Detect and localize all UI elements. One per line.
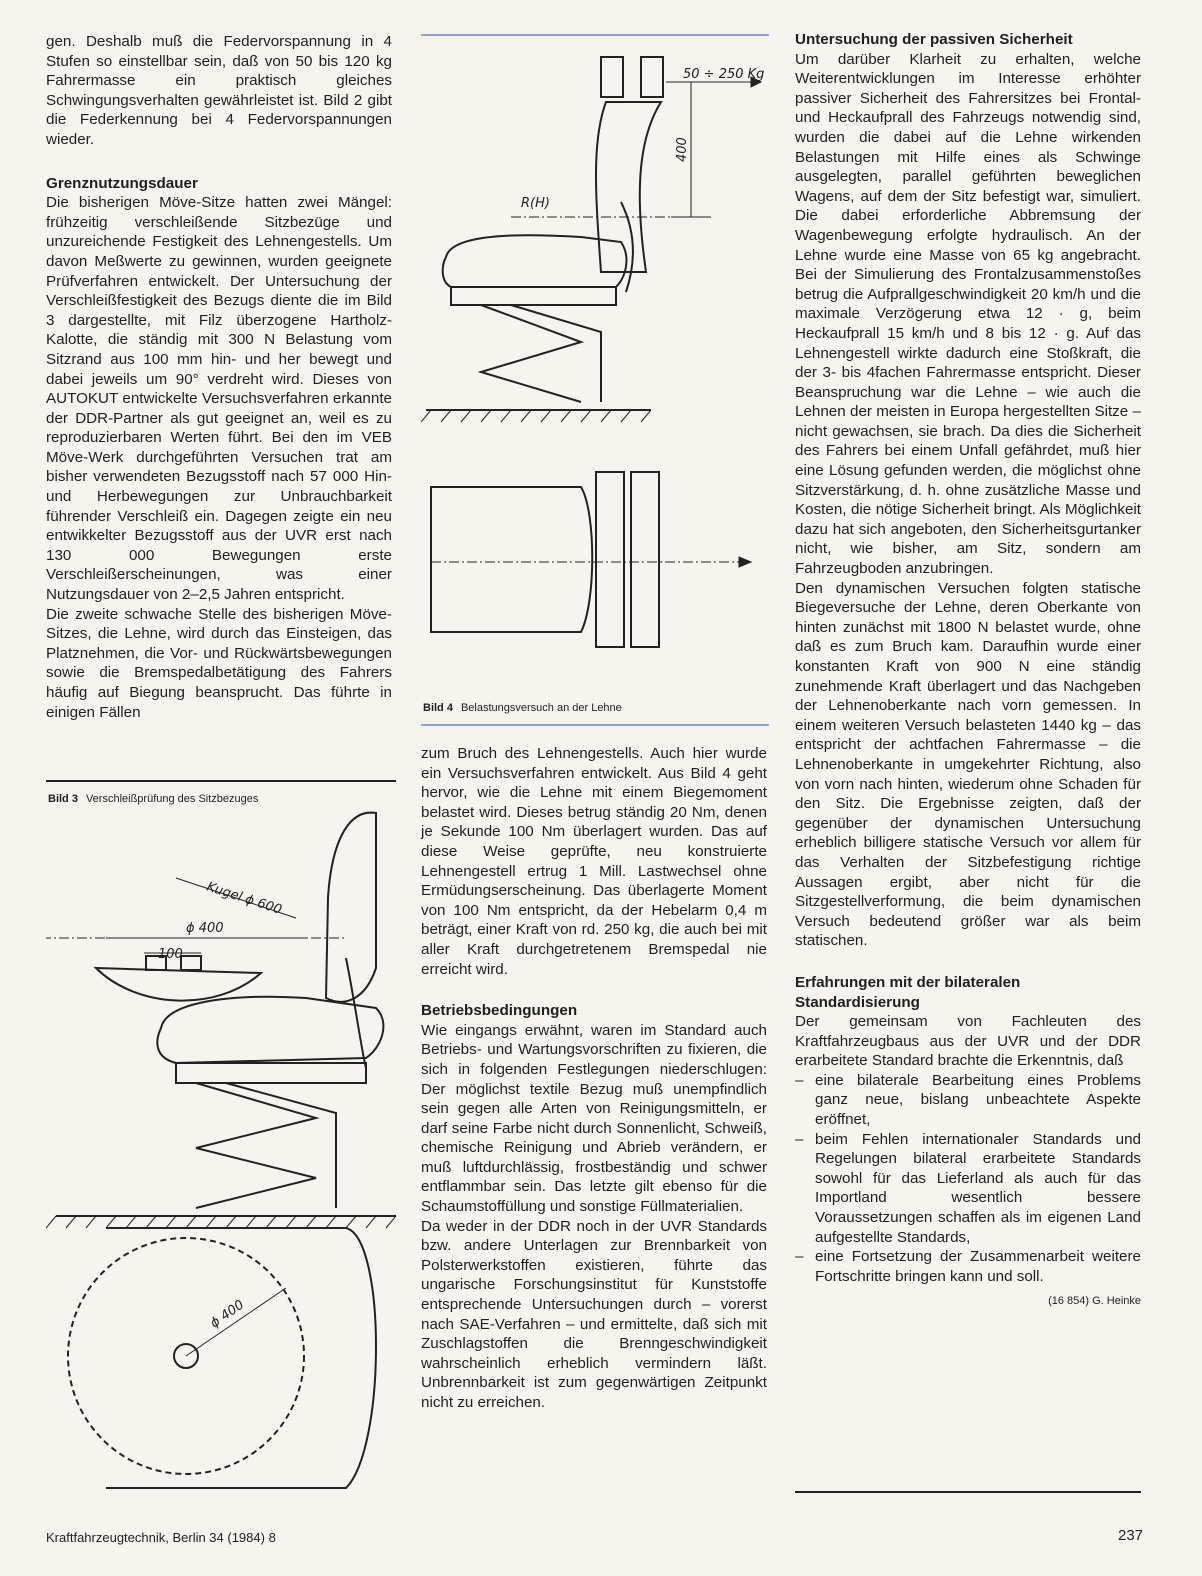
fig4-topview-seat bbox=[431, 487, 592, 632]
fig3-caption-text: Verschleißprüfung des Sitzbezuges bbox=[85, 793, 259, 805]
fig3-caption bbox=[48, 792, 258, 806]
fig3-pedestal bbox=[196, 1083, 336, 1208]
fig4-backrest bbox=[596, 102, 661, 272]
fig4-dim-400: 400 bbox=[675, 137, 690, 162]
fig4-base-plate bbox=[451, 287, 616, 305]
fig4-load-pad-1 bbox=[601, 57, 623, 97]
fig3-backrest bbox=[326, 813, 376, 1002]
heading-betriebsbedingungen: Betriebsbedingungen bbox=[421, 1002, 578, 1020]
fig3-drawing bbox=[46, 808, 396, 1498]
column-1 bbox=[46, 32, 392, 722]
col3-paragraph-2: Den dynamischen Versuchen folgten statische Biegeversuche der Lehne, deren Oberkante von hinten zunächst mit 1800 N belastet wurde, ohne daß es zum Bruch kam. Daraufhin wurde einer konstanten Kraft von 900 N eine ständig zunehmende Kraft überlagert und das Nachgeben der Lehnenoberkante nach vorn gemessen. In einem weiteren Versuch belasteten 1440 kg – das entspricht der achtfachen Fahrermasse – die Lehnenoberkante in umgekehrter Richtung, also von vorn nach hinten, wiederum ohne Schaden für den Sitz. Die Ergebnisse zeigten, daß der gegenüber der dynamischen Untersuchung erheblich billigere statische Versuch vor allem für das Verhalten der Sitzbefestigung richtige Aussagen ergibt, aber nicht für die Sitzgestellverformung, die beim dynamischen Versuch bedeutend größer war als beim statischen. bbox=[795, 579, 1141, 950]
col2-paragraph-1: zum Bruch des Lehnengestells. Auch hier wurde ein Versuchsverfahren entwickelt. Aus Bild 4 geht hervor, wie die Lehne mit einem Biegemoment belastet wird. Dieses betrug ständig 20 Nm, denen je Sekunde 100 Nm überlagert wurden. Das auf diese Weise geprüfte, neu konstruierte Lehnengestell ertrug 1 Mill. Lastwechsel ohne Ermüdungserscheinung. Das überlagerte Moment von 100 Nm entspricht, da der Hebelarm 0,4 m beträgt, einer Kraft von rd. 250 kg, die auch bei mit aller Kraft durchgetretenem Bremspedal nie erreicht wird. bbox=[421, 745, 767, 978]
fig4-pedestal bbox=[481, 305, 601, 402]
fig3-base-plate bbox=[176, 1063, 366, 1083]
list-item: – eine Fortsetzung der Zusammenarbeit weitere Fortschritte bringen kann und soll. bbox=[795, 1247, 1141, 1286]
fig3-cushion bbox=[157, 997, 383, 1063]
col2-paragraph-2: Wie eingangs erwähnt, waren im Standard auch Betriebs- und Wartungsvorschriften zu fixieren, die sich in folgenden Festlegungen niederschlugen: Der möglichst textile Bezug muß unempfindlich sein gegen alle Arten von Reinigungsmitteln, er darf seine Farbe nicht durch Sonnenlicht, Schweiß, chemische Reinigung und Abrieb verändern, er muß luftdurchlässig, frostbeständig und schwer entflammbar sein. Das letzte gilt ebenso für die Schaumstoffüllung und sonstige Füllmaterialien. bbox=[421, 1021, 767, 1216]
fig4-load-pad-2 bbox=[641, 57, 663, 97]
fig4-bottom-rule bbox=[421, 724, 769, 726]
fig4-label: Bild 4 bbox=[423, 702, 453, 714]
list-item: – beim Fehlen internationaler Standards und Regelungen bilateral erarbeitete Standards sowohl für das Lieferland als auch für das Importland wesentlich bessere Voraussetzungen schaffen als im eigenen Land aufgestellte Standards, bbox=[795, 1130, 1141, 1248]
fig3-kalotte bbox=[96, 968, 261, 1001]
fig3-dim-kugel: Kugel ϕ 600 bbox=[204, 879, 284, 918]
fig4-topview-back-2 bbox=[631, 472, 659, 647]
col1-paragraph-2: Die zweite schwache Stelle des bisherigen Möve-Sitzes, die Lehne, wird durch das Einsteigen, das Platznehmen, die Vor- und Rückwärtsbewegungen sowie die Bremspedalbetätigung des Fahrers häufig auf Biegung beansprucht. Das führte in einigen Fällen bbox=[46, 605, 392, 721]
fig3-top-rule bbox=[46, 780, 396, 782]
column-3 bbox=[795, 30, 1141, 1312]
fig4-caption-text: Belastungsversuch an der Lehne bbox=[460, 702, 622, 714]
fig4-rh-label: R(H) bbox=[521, 196, 550, 211]
fig3-topview-outline bbox=[106, 1228, 376, 1488]
fig4-drawing bbox=[421, 42, 769, 692]
footer-journal: Kraftfahrzeugtechnik, Berlin 34 (1984) 8 bbox=[46, 1530, 276, 1545]
fig4-topview-back-1 bbox=[596, 472, 624, 647]
col1-paragraph-1: Die bisherigen Möve-Sitze hatten zwei Mängel: frühzeitig verschleißende Sitzbezüge und unzureichende Festigkeit des Lehnengestells. Um davon Meßwerte zu gewinnen, wurden geeignete Prüfverfahren entwickelt. Der Untersuchung der Verschleißfestigkeit des Bezugs diente die im Bild 3 dargestellte, mit Filz überzogene Hartholz-Kalotte, die ständig mit 300 N Belastung vom Sitzrand aus 100 mm hin- und her bewegt und dabei jeweils um 90° verdreht wird. Dieses von AUTOKUT entwickelte Versuchsverfahren erkannte der DDR-Partner als gut geeignet an, weil es zu reproduzierbaren Werten führt. Bei den im VEB Möve-Werk durchgeführten Versuchen trat am bisher verwendeten Bezugsstoff nach 57 000 Hin- und Herbewegungen zur Unbrauchbarkeit führender Verschleiß ein. Dagegen zeigte ein neu entwikkelter Bezugsstoff aus der UVR erst nach 130 000 Bewegungen erste Verschleißerscheinungen, was einer Nutzungsdauer von 2–2,5 Jahren entspricht. bbox=[46, 194, 392, 604]
fig4-svg bbox=[421, 42, 769, 692]
fig4-caption bbox=[423, 701, 622, 715]
fig3-svg bbox=[46, 808, 396, 1498]
heading-passive-sicherheit: Untersuchung der passiven Sicherheit bbox=[795, 31, 1073, 48]
author-signature: (16 854) G. Heinke bbox=[1048, 1295, 1141, 1308]
list-item: – eine bilaterale Bearbeitung eines Problems ganz neue, bislang unbeachtete Aspekte eröffnet, bbox=[795, 1071, 1141, 1130]
heading-grenznutzungsdauer: Grenznutzungsdauer bbox=[46, 174, 198, 192]
fig3-dim-100: 100 bbox=[158, 947, 183, 962]
fig4-top-rule bbox=[421, 34, 769, 36]
fig3-label: Bild 3 bbox=[48, 793, 78, 805]
heading-bilaterale-standardisierung: Erfahrungen mit der bilateralen Standardisierung bbox=[795, 973, 1021, 1011]
column-2 bbox=[421, 744, 767, 1413]
page-number: 237 bbox=[1118, 1527, 1144, 1544]
col3-bottom-rule bbox=[795, 1491, 1141, 1493]
col3-paragraph-1: Um darüber Klarheit zu erhalten, welche Weiterentwicklungen im Interesse erhöhter passiver Sicherheit des Fahrersitzes bei Frontal- und Heckaufprall des Fahrzeugs notwendig sind, wurden die dabei auf die Lehne wirkenden Belastungen mit Hilfe eines als Schwinge ausgelegten, parallel geführten beweglichen Wagens, auf dem der Sitz befestigt war, simuliert. Die dabei erforderliche Abbremsung der Wagenbewegung erfolgte hydraulisch. An der Lehne wurde eine Masse von 65 kg angebracht. Bei der Simulierung des Frontalzusammenstoßes betrug die Aufprallgeschwindigkeit 20 km/h und die maximale Verzögerung etwa 12 · g, beim Heckaufprall 15 km/h und 8 bis 12 · g. Auf das Lehnengestell wirkte dadurch eine Stoßkraft, die der 3- bis 4fachen Fahrermasse entspricht. Dieser Beanspruchung war die Lehne – wie auch die Lehnen der meisten in Europa hergestellten Sitze – nicht gewachsen, sie brach. Da dies die Sicherheit des Fahrers bei einem Unfall gefährdet, muß hier eine Lösung gefunden werden, die möglichst ohne Sitzverstärkung, d. h. ohne zusätzliche Masse und Kosten, die nötige Sicherheit bringt. Als Möglichkeit dazu hat sich angeboten, den Sicherheitsgurtanker nicht, wie bisher, am Sitz, sondern am Fahrzeugboden anzubringen. bbox=[795, 50, 1141, 578]
col2-paragraph-3: Da weder in der DDR noch in der UVR Standards bzw. andere Unterlagen zur Brennbarkeit von Polsterwerkstoffen existieren, führte das ungarische Forschungsinstitut für Kunststoffe entsprechende Untersuchungen durch – vorerst nach SAE-Verfahren – und ermittelte, daß sich mit Zuschlagstoffen die Brenngeschwindigkeit wahrscheinlich erheblich vermindern läßt. Unbrennbarkeit ist zum gegenwärtigen Zeitpunkt nicht zu erreichen. bbox=[421, 1217, 767, 1411]
fig3-dim-400: ϕ 400 bbox=[186, 921, 224, 936]
col3-paragraph-3: Der gemeinsam von Fachleuten des Kraftfahrzeugbaus aus der UVR und der DDR erarbeitete Standard brachte die Erkenntnis, daß bbox=[795, 1013, 1141, 1070]
conclusion-list bbox=[795, 1071, 1141, 1287]
fig4-load-label: 50 ÷ 250 Kg bbox=[683, 67, 765, 82]
fig3-dim-400-bottom: ϕ 400 bbox=[207, 1297, 248, 1332]
col1-intro: gen. Deshalb muß die Federvorspannung in 4 Stufen so einstellbar sein, daß von 50 bis 120 kg Fahrermasse ein praktisch gleiches Schwingungsverhalten gewährleistet ist. Bild 2 gibt die Federkennung bei 4 Federvorspannungen wieder. bbox=[46, 33, 392, 148]
